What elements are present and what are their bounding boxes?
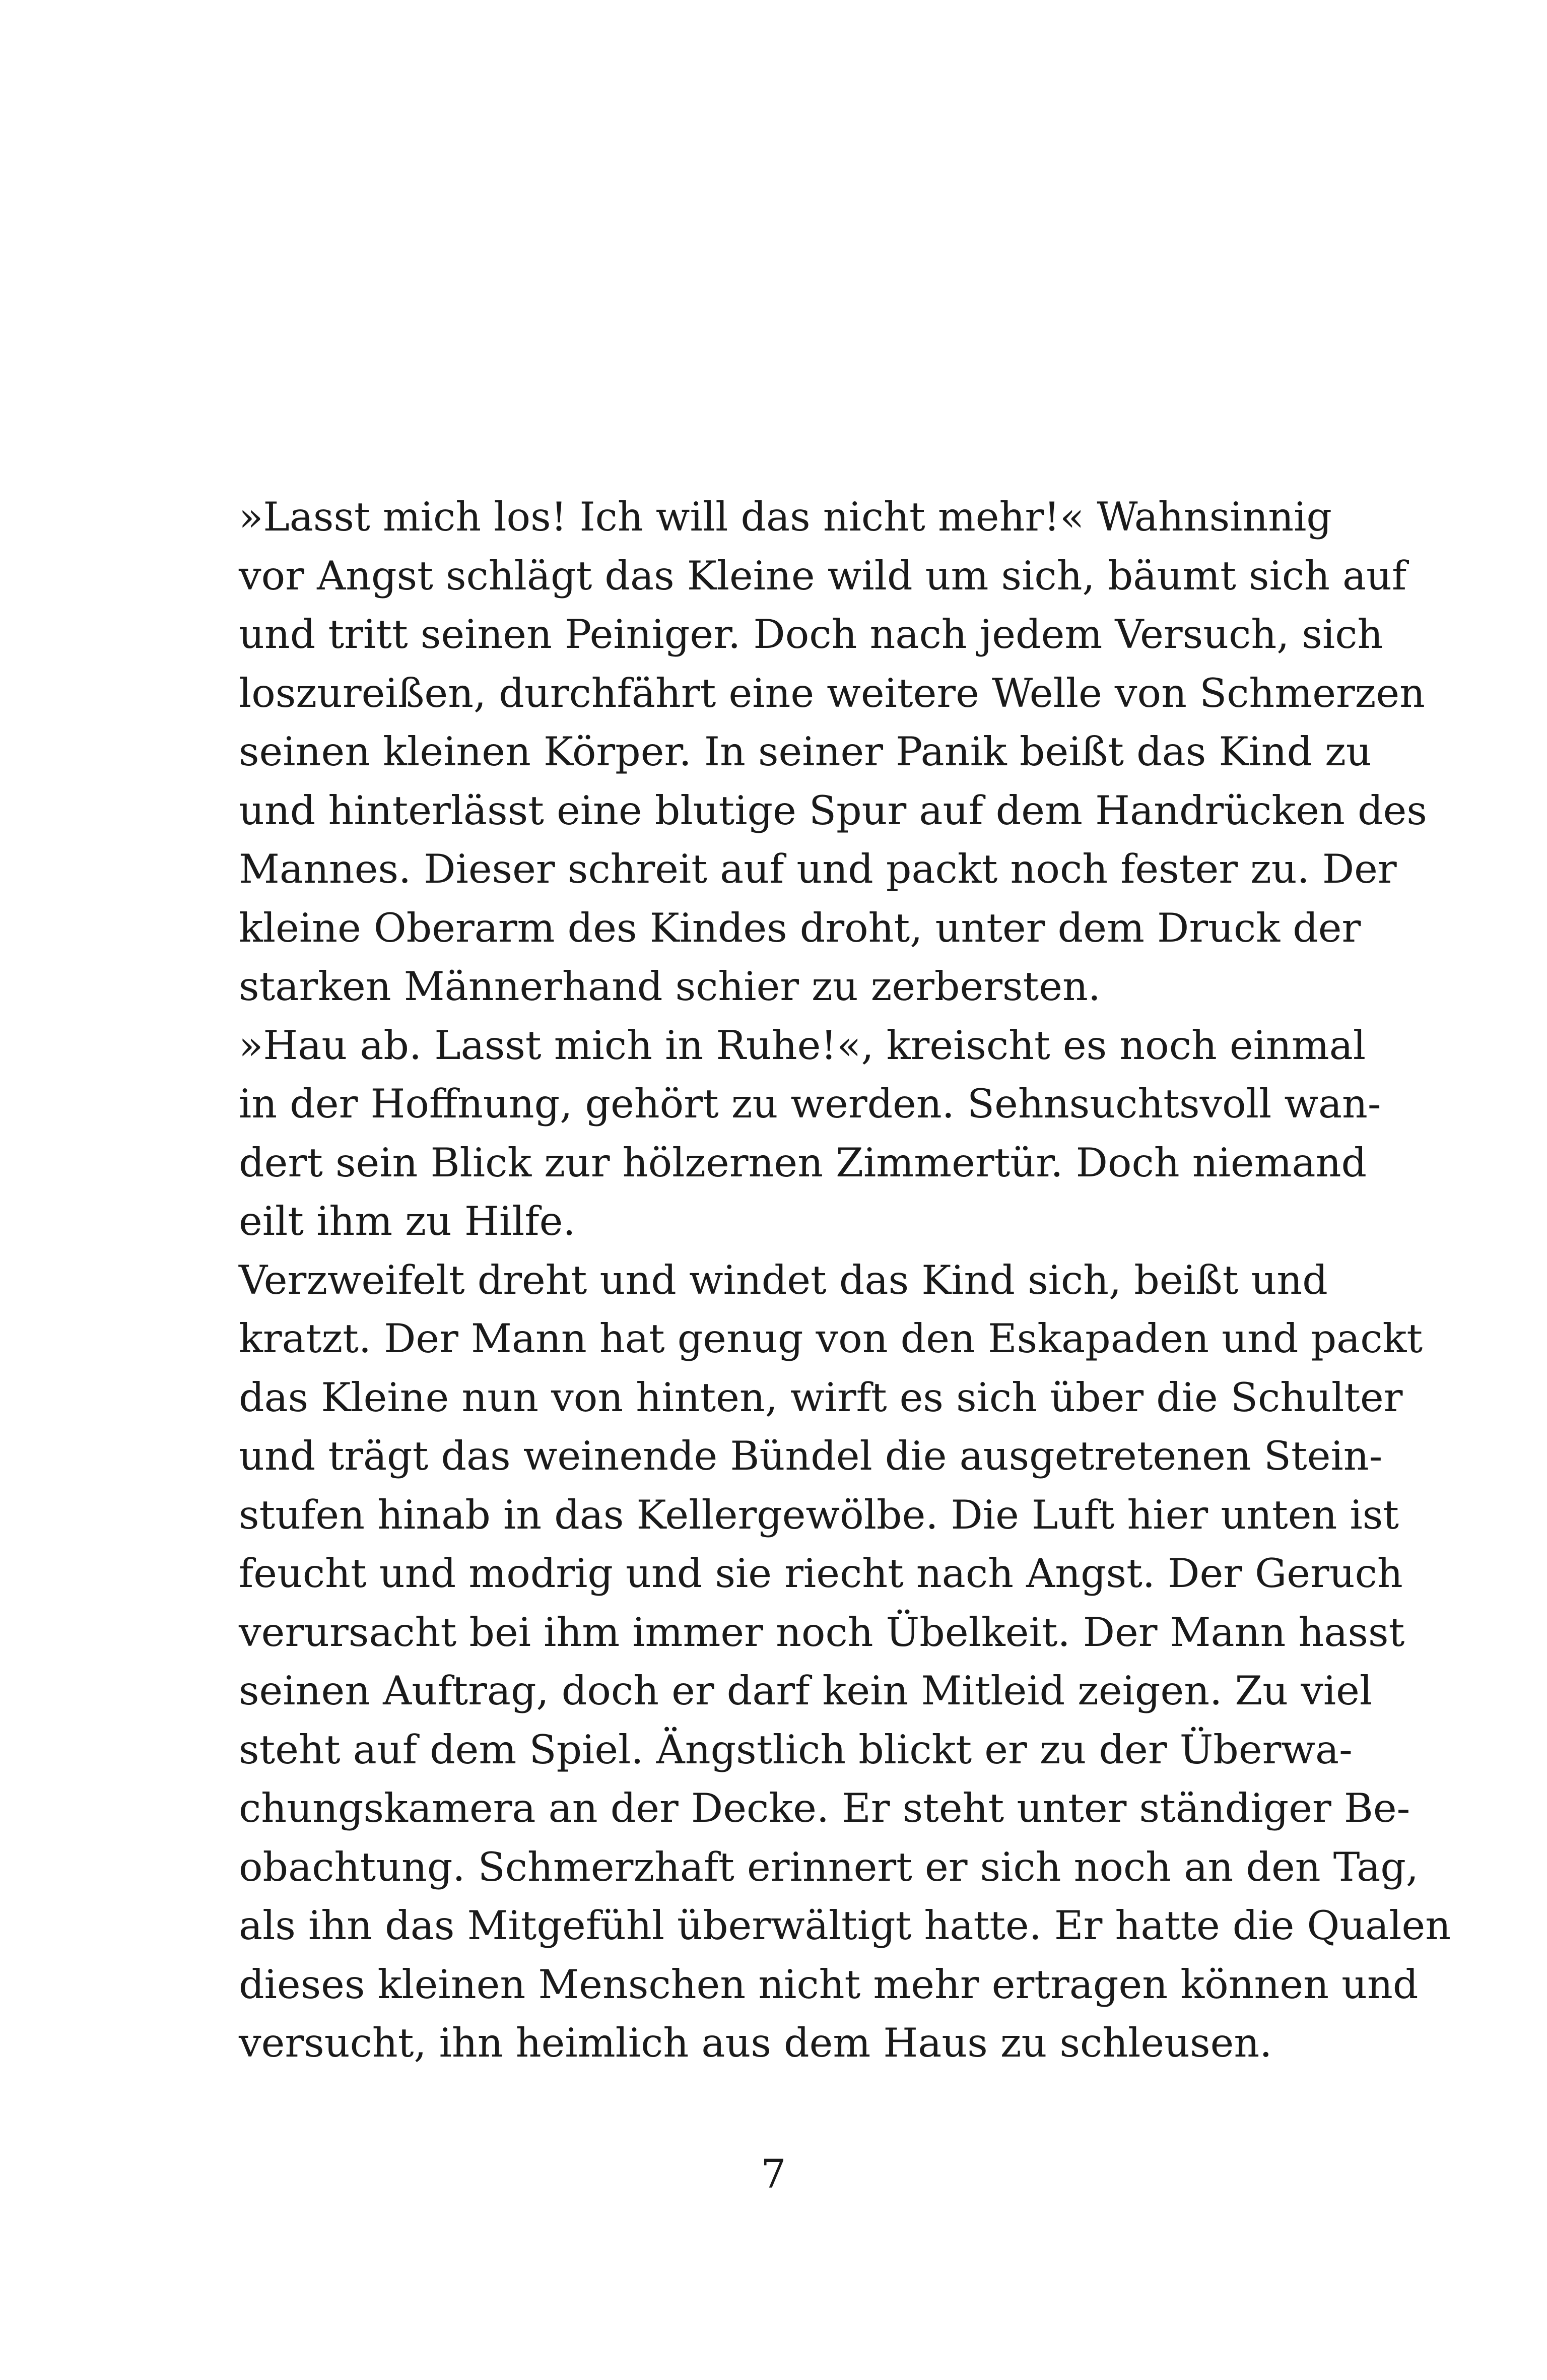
text-line: »Hau ab. Lasst mich in Ruhe!«, kreischt es noch einmal <box>239 1022 1366 1069</box>
text-line: starken Männerhand schier zu zerbersten. <box>239 963 1101 1010</box>
text-line: obachtung. Schmerzhaft erinnert er sich noch an den Tag, <box>239 1843 1419 1890</box>
text-line: Mannes. Dieser schreit auf und packt noch fester zu. Der <box>239 846 1397 892</box>
text-line: als ihn das Mitgefühl überwältigt hatte. Er hatte die Qualen <box>239 1902 1451 1949</box>
paragraph-1 <box>239 488 1427 1016</box>
paragraph-3 <box>239 1251 1451 2073</box>
text-line: in der Hoffnung, gehört zu werden. Sehnsuchtsvoll wan- <box>239 1081 1381 1127</box>
text-line: kratzt. Der Mann hat genug von den Eskapaden und packt <box>239 1315 1423 1362</box>
text-line: und hinterlässt eine blutige Spur auf dem Handrücken des <box>239 787 1427 834</box>
text-line: das Kleine nun von hinten, wirft es sich über die Schulter <box>239 1374 1403 1421</box>
text-line: seinen kleinen Körper. In seiner Panik beißt das Kind zu <box>239 729 1372 775</box>
text-line: stufen hinab in das Kellergewölbe. Die Luft hier unten ist <box>239 1491 1399 1538</box>
text-line: loszureißen, durchfährt eine weitere Welle von Schmerzen <box>239 670 1425 716</box>
text-line: »Lasst mich los! Ich will das nicht mehr!« Wahnsinnig <box>239 494 1332 540</box>
paragraph-2 <box>239 1016 1381 1251</box>
body-text <box>239 488 1451 2073</box>
text-line: steht auf dem Spiel. Ängstlich blickt er zu der Überwa- <box>239 1726 1353 1773</box>
text-line: feucht und modrig und sie riecht nach Angst. Der Geruch <box>239 1550 1403 1597</box>
text-line: verursacht bei ihm immer noch Übelkeit. Der Mann hasst <box>239 1609 1405 1656</box>
page-number: 7 <box>761 2151 786 2197</box>
text-line: versucht, ihn heimlich aus dem Haus zu schleusen. <box>239 2020 1272 2066</box>
text-line: kleine Oberarm des Kindes droht, unter dem Druck der <box>239 904 1361 951</box>
text-line: dert sein Blick zur hölzernen Zimmertür. Doch niemand <box>239 1139 1367 1186</box>
text-line: Verzweifelt dreht und windet das Kind sich, beißt und <box>239 1257 1328 1303</box>
text-line: vor Angst schlägt das Kleine wild um sich, bäumt sich auf <box>239 552 1407 599</box>
text-line: chungskamera an der Decke. Er steht unter ständiger Be- <box>239 1785 1410 1831</box>
text-line: seinen Auftrag, doch er darf kein Mitleid zeigen. Zu viel <box>239 1668 1373 1714</box>
text-line: und tritt seinen Peiniger. Doch nach jedem Versuch, sich <box>239 611 1383 657</box>
text-line: eilt ihm zu Hilfe. <box>239 1198 576 1244</box>
text-line: und trägt das weinende Bündel die ausgetretenen Stein- <box>239 1433 1383 1479</box>
text-line: dieses kleinen Menschen nicht mehr ertragen können und <box>239 1961 1419 2008</box>
